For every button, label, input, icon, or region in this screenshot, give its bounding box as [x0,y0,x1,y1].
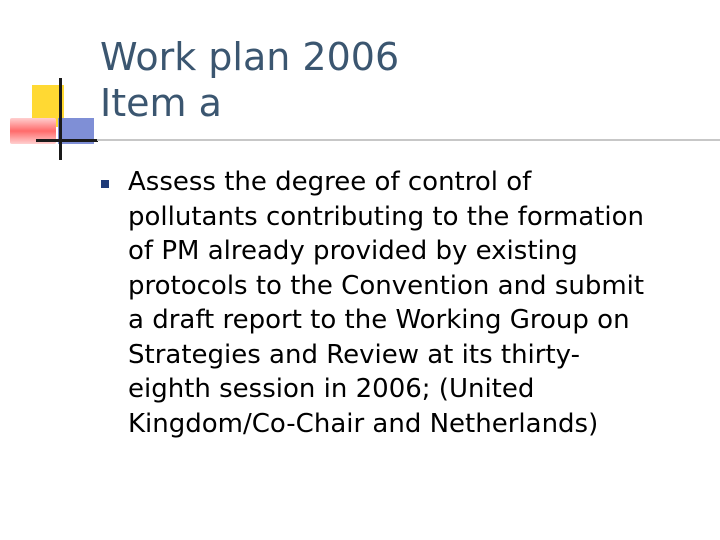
bullet-line: Assess the degree of control of [128,167,532,197]
bullet-line: Kingdom/Co-Chair and Netherlands) [128,408,599,439]
bullet-line: Strategies and Review at its thirty- [128,339,580,370]
square-bullet-icon [101,180,109,188]
bullet-line: eighth session in 2006; (United [128,374,535,404]
bullet-item-text [128,165,703,441]
bullet-line: protocols to the Convention and submit [128,270,645,301]
bullet-line: a draft report to the Working Group on [128,305,630,335]
slide-title-line-2: Item a [100,81,222,125]
slide-title-line-1: Work plan 2006 [100,35,400,79]
bullet-line: of PM already provided by existing [128,236,578,266]
bullet-line: pollutants contributing to the formation [128,201,645,232]
